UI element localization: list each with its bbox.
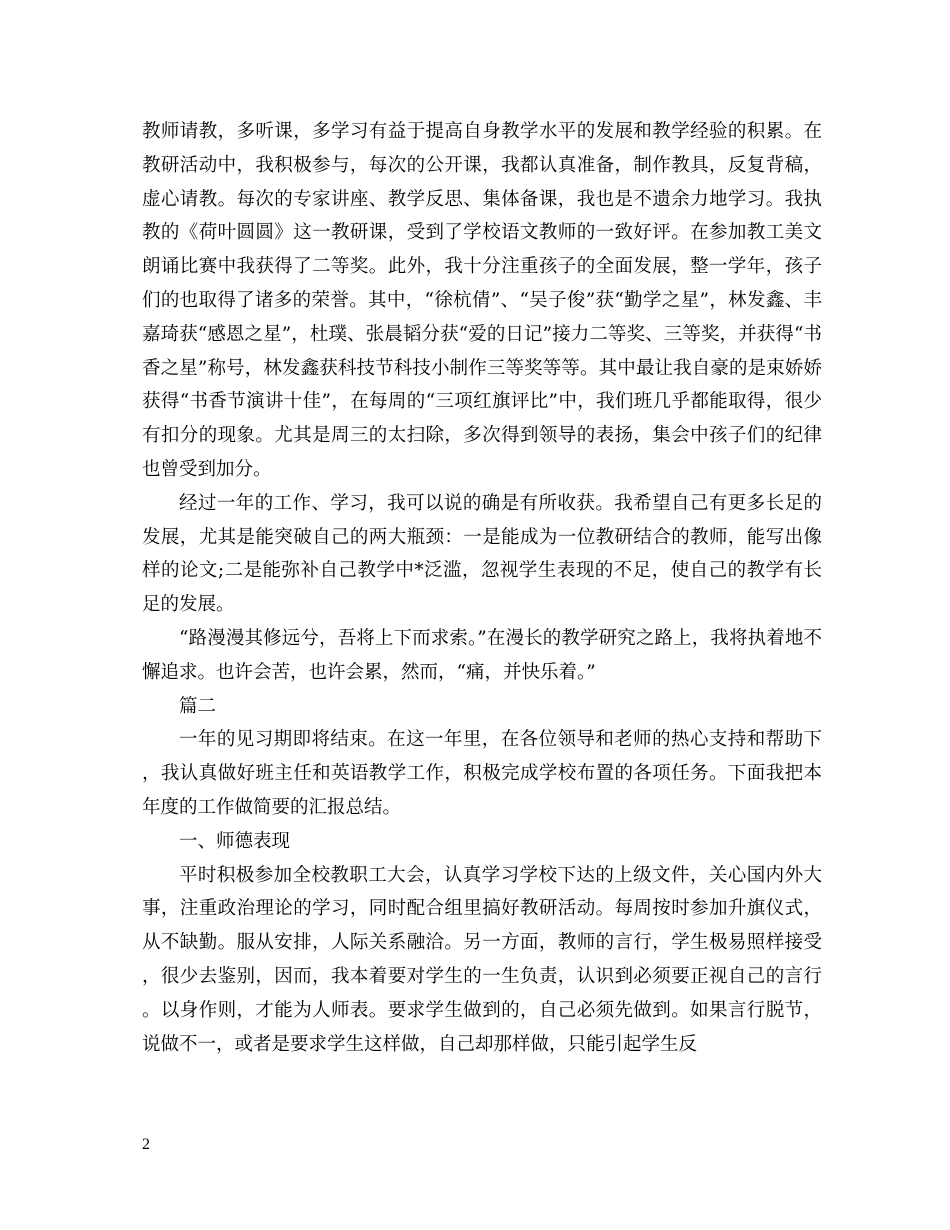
section-heading-part-two: 篇二 <box>179 695 217 717</box>
section-heading-ethics: 一、师德表现 <box>179 830 291 852</box>
page-number: 2 <box>142 1136 150 1153</box>
paragraph-1: 教师请教，多听课，多学习有益于提高自身教学水平的发展和教学经验的积累。在教研活动中，我积极参与，每次的公开课，我都认真准备，制作教具，反复背稿，虚心请教。每次的专家讲座、教学反思、集体备课，我也是不遗余力地学习。我执教的《荷叶圆圆》这一教研课，受到了学校语文教师的一致好评。在参加教工美文朗诵比赛中我获得了二等奖。此外，我十分注重孩子的全面发展，整一学年，孩子们的也取得了诸多的荣誉。其中，“徐杭倩”、“吴子俊”获“勤学之星”，林发鑫、丰嘉琦获“感恩之星”，杜璞、张晨韬分获“爱的日记”接力二等奖、三等奖，并获得“书香之星”称号，林发鑫获科技节科技小制作三等奖等等。其中最让我自豪的是束娇娇获得“书香节演讲十佳”，在每周的“三项红旗评比”中，我们班几乎都能取得，很少有扣分的现象。尤其是周三的太扫除，多次得到领导的表扬，集会中孩子们的纪律也曾受到加分。 <box>142 121 822 480</box>
paragraph-2: 经过一年的工作、学习，我可以说的确是有所收获。我希望自己有更多长足的发展，尤其是能突破自己的两大瓶颈：一是能成为一位教研结合的教师，能写出像样的论文;二是能弥补自己教学中*泛滥，忽视学生表现的不足，使自己的教学有长足的发展。 <box>142 492 822 616</box>
paragraph-5: 平时积极参加全校教职工大会，认真学习学校下达的上级文件，关心国内外大事，注重政治理论的学习，同时配合组里搞好教研活动。每周按时参加升旗仪式，从不缺勤。服从安排，人际关系融洽。另一方面，教师的言行，学生极易照样接受，很少去鉴别，因而，我本着要对学生的一生负责，认识到必须要正视自己的言行。以身作则，才能为人师表。要求学生做到的，自己必须先做到。如果言行脱节，说做不一，或者是要求学生这样做，自己却那样做，只能引起学生反 <box>142 864 822 1055</box>
document-body <box>142 115 822 1061</box>
paragraph-3: “路漫漫其修远兮，吾将上下而求索。”在漫长的教学研究之路上，我将执着地不懈追求。也许会苦，也许会累，然而，“痛，并快乐着。” <box>142 627 822 683</box>
paragraph-4: 一年的见习期即将结束。在这一年里，在各位领导和老师的热心支持和帮助下，我认真做好班主任和英语教学工作，积极完成学校布置的各项任务。下面我把本年度的工作做简要的汇报总结。 <box>142 729 822 818</box>
